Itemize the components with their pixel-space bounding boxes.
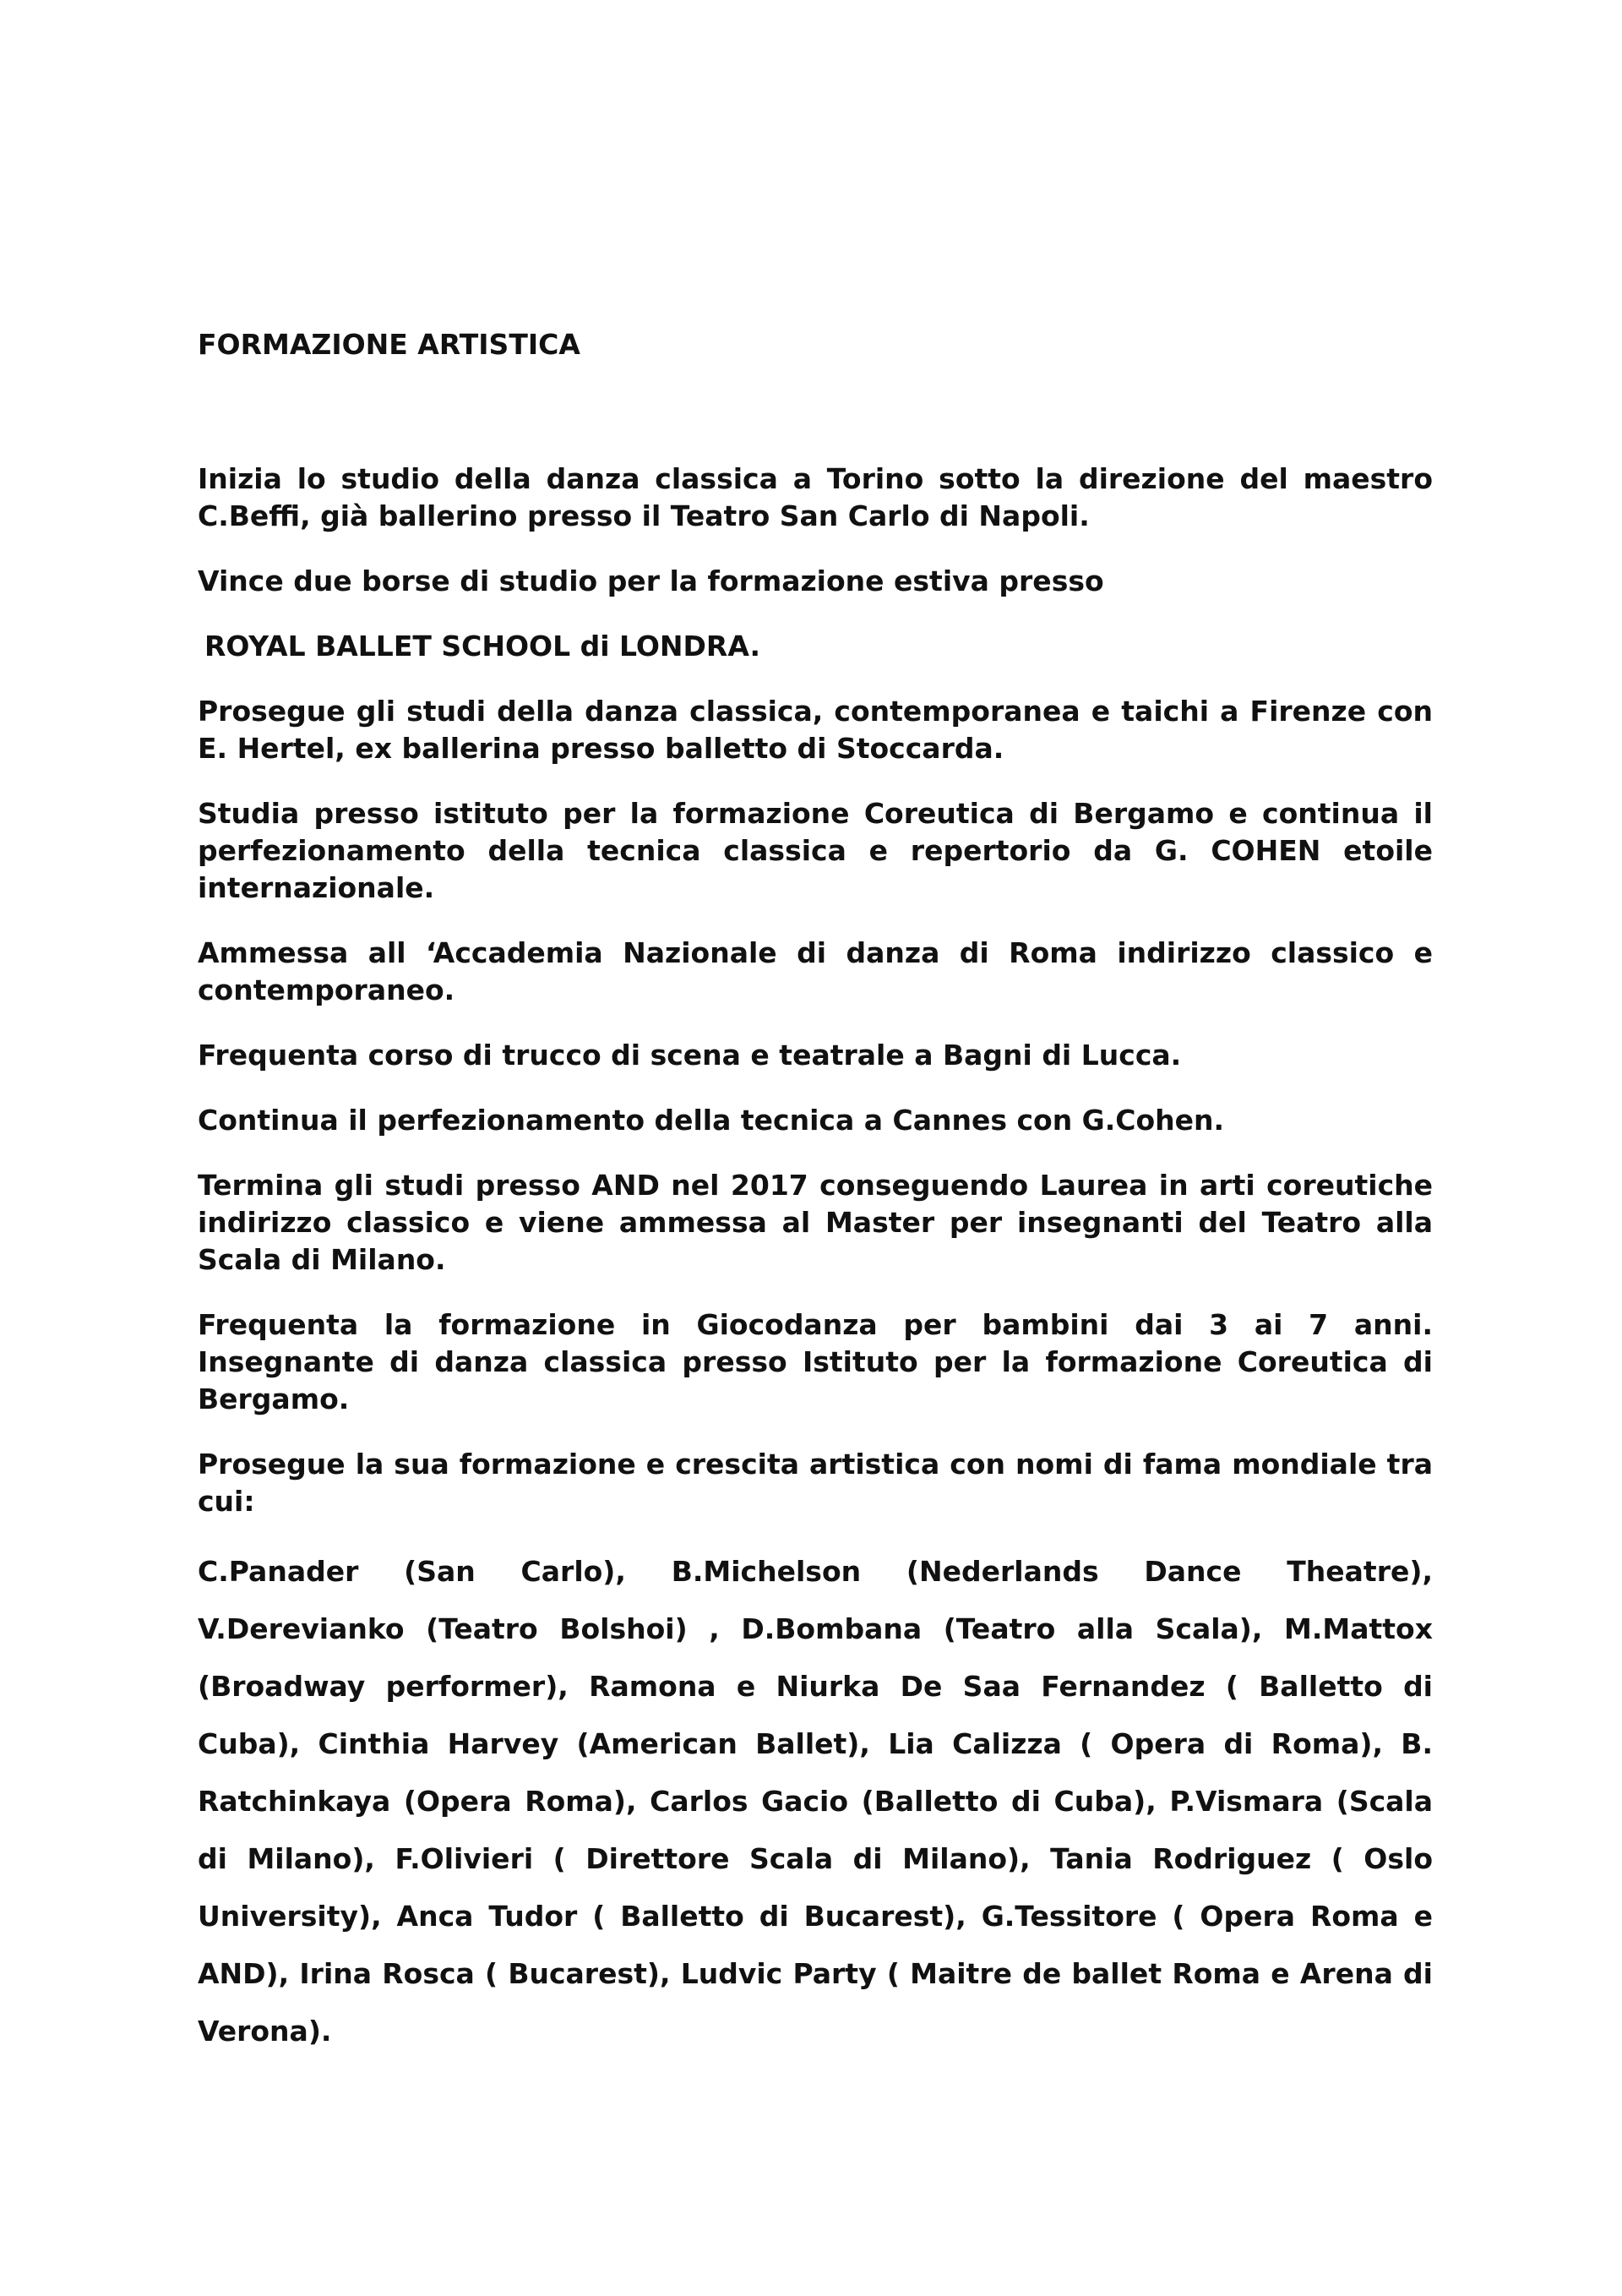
paragraph-bergamo-studies: Studia presso istituto per la formazione Coreutica di Bergamo e continua il perfezionamento della tecnica classica e repertorio da G. COHEN etoile internazionale. [198,797,1433,904]
paragraph-scholarships: Vince due borse di studio per la formazione estiva presso [198,564,1104,597]
section-heading: FORMAZIONE ARTISTICA [198,328,580,361]
paragraph-names-list: C.Panader (San Carlo), B.Michelson (Nederlands Dance Theatre), V.Derevianko (Teatro Bolshoi) , D.Bombana (Teatro alla Scala), M.Mattox (Broadway performer), Ramona e Niurka De Saa Fernandez ( Balletto di Cuba), Cinthia Harvey (American Ballet), Lia Calizza ( Opera di Roma), B. Ratchinkaya (Opera Roma), Carlos Gacio (Balletto di Cuba), P.Vismara (Scala di Milano), F.Olivieri ( Direttore Scala di Milano), Tania Rodriguez ( Oslo University), Anca Tudor ( Balletto di Bucarest), G.Tessitore ( Opera Roma e AND), Irina Rosca ( Bucarest), Ludvic Party ( Maitre de ballet Roma e Arena di Verona). [198,1555,1433,2048]
paragraph-training-start: Inizia lo studio della danza classica a Torino sotto la direzione del maestro C.Beffi, già ballerino presso il Teatro San Carlo di Napoli. [198,462,1433,532]
paragraph-accademia-rome: Ammessa all ‘Accademia Nazionale di danza di Roma indirizzo classico e contemporaneo. [198,936,1433,1006]
paragraph-makeup-course: Frequenta corso di trucco di scena e teatrale a Bagni di Lucca. [198,1039,1182,1072]
document-body [198,326,1433,2088]
paragraph-further-training: Prosegue la sua formazione e crescita artistica con nomi di fama mondiale tra cui: [198,1448,1433,1518]
paragraph-royal-ballet: ROYAL BALLET SCHOOL di LONDRA. [204,630,761,663]
paragraph-cannes: Continua il perfezionamento della tecnica a Cannes con G.Cohen. [198,1104,1225,1137]
paragraph-giocodanza: Frequenta la formazione in Giocodanza per bambini dai 3 ai 7 anni. Insegnante di danza classica presso Istituto per la formazione Coreutica di Bergamo. [198,1308,1433,1415]
paragraph-florence-studies: Prosegue gli studi della danza classica, contemporanea e taichi a Firenze con E. Hertel, ex ballerina presso balletto di Stoccarda. [198,695,1433,765]
paragraph-degree: Termina gli studi presso AND nel 2017 conseguendo Laurea in arti coreutiche indirizzo classico e viene ammessa al Master per insegnanti del Teatro alla Scala di Milano. [198,1169,1433,1276]
